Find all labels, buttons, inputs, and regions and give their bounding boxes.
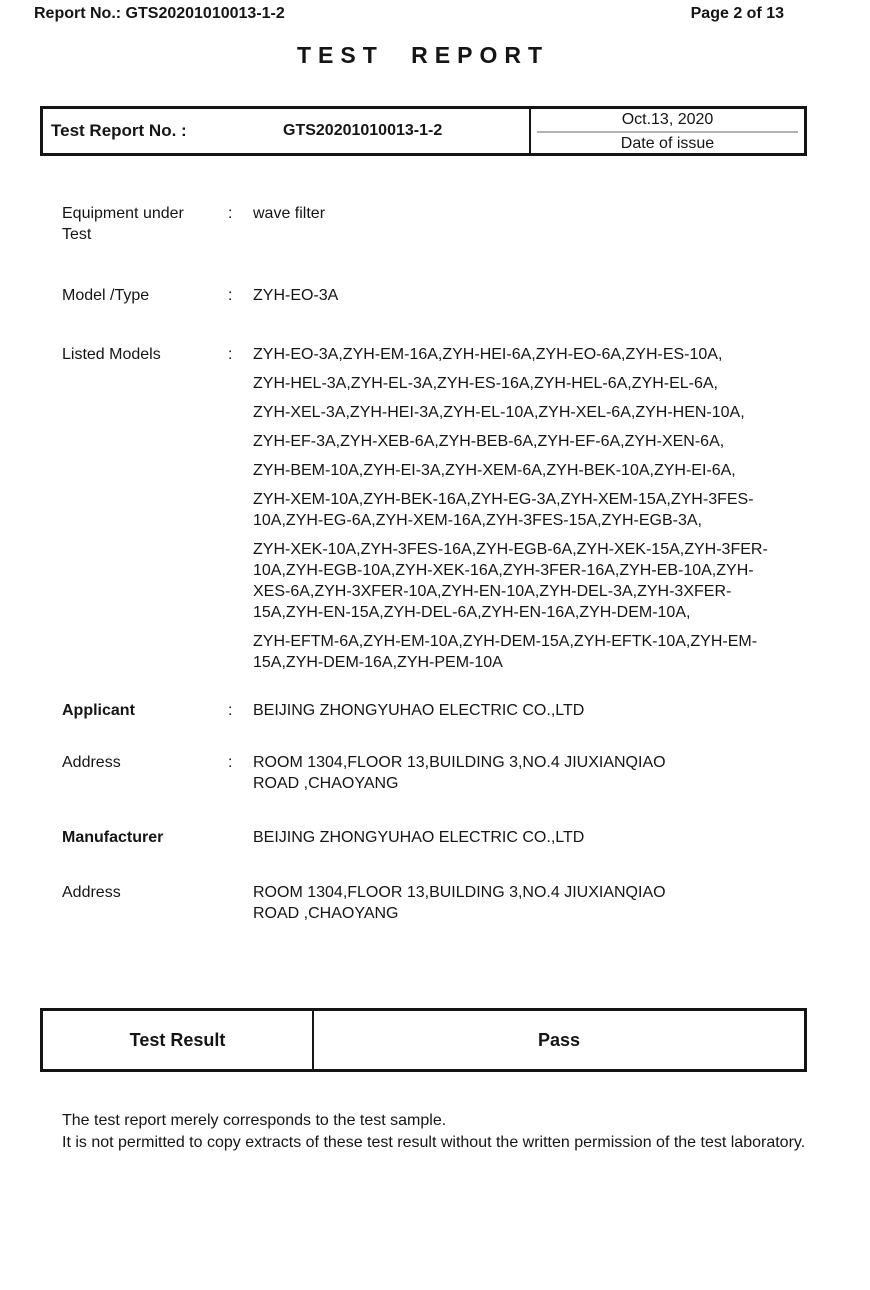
model-list-line: ZYH-EF-3A,ZYH-XEB-6A,ZYH-BEB-6A,ZYH-EF-6A,ZYH-XEN-6A, — [253, 433, 725, 450]
report-number-table — [40, 106, 807, 156]
issue-date: Oct.13, 2020 — [621, 111, 714, 128]
field-label: Manufacturer — [62, 829, 164, 846]
running-header — [34, 5, 784, 23]
field-label: Model /Type — [62, 287, 150, 304]
listed-models-list — [253, 344, 768, 673]
field-colon: : — [228, 205, 233, 222]
field-listed-models — [62, 344, 815, 673]
date-of-issue-caption: Date of issue — [620, 135, 715, 152]
field-manufacturer — [62, 827, 815, 848]
note-line: The test report merely corresponds to the test sample. — [62, 1112, 447, 1129]
field-colon: : — [228, 287, 233, 304]
field-label: Address — [62, 884, 121, 901]
model-list-line: ZYH-EO-3A,ZYH-EM-16A,ZYH-HEI-6A,ZYH-EO-6A,ZYH-ES-10A, — [253, 346, 723, 363]
page-title: TEST REPORT — [296, 42, 549, 68]
field-colon: : — [228, 346, 233, 363]
header-report-no: Report No.: GTS20201010013-1-2 — [34, 5, 285, 22]
field-label: Equipment under Test — [62, 205, 184, 243]
header-page-number: Page 2 of 13 — [690, 5, 784, 22]
report-number-label: Test Report No. : — [51, 121, 187, 140]
field-applicant-address — [62, 752, 815, 794]
field-colon: : — [228, 754, 233, 771]
address-line: ROOM 1304,FLOOR 13,BUILDING 3,NO.4 JIUXIANQIAO — [253, 754, 666, 771]
test-result-table — [40, 1008, 807, 1072]
model-list-line: ZYH-XEK-10A,ZYH-3FES-16A,ZYH-EGB-6A,ZYH-XEK-15A,ZYH-3FER-10A,ZYH-EGB-10A,ZYH-XEK-16A,ZYH-3FER-16A,ZYH-EB-10A,ZYH-XES-6A,ZYH-3XFER-10A,ZYH-EN-10A,ZYH-DEL-3A,ZYH-3XFER-15A,ZYH-EN-15A,ZYH-DEL-6A,ZYH-EN-16A,ZYH-DEM-10A, — [253, 541, 768, 621]
field-value: BEIJING ZHONGYUHAO ELECTRIC CO.,LTD — [253, 702, 585, 719]
field-colon: : — [228, 702, 233, 719]
model-list-line: ZYH-XEM-10A,ZYH-BEK-16A,ZYH-EG-3A,ZYH-XEM-15A,ZYH-3FES-10A,ZYH-EG-6A,ZYH-XEM-16A,ZYH-3FES-15A,ZYH-EGB-3A, — [253, 491, 754, 529]
address-line: ROAD ,CHAOYANG — [253, 905, 399, 922]
date-of-issue-cell — [531, 109, 804, 153]
field-label: Listed Models — [62, 346, 161, 363]
model-list-line: ZYH-HEL-3A,ZYH-EL-3A,ZYH-ES-16A,ZYH-HEL-6A,ZYH-EL-6A, — [253, 375, 718, 392]
report-number-cell — [43, 109, 531, 153]
test-result-value: Pass — [537, 1029, 581, 1050]
field-value — [253, 752, 768, 794]
field-manufacturer-address — [62, 882, 815, 924]
model-list-line: ZYH-XEL-3A,ZYH-HEI-3A,ZYH-EL-10A,ZYH-XEL-6A,ZYH-HEN-10A, — [253, 404, 745, 421]
field-model-type — [62, 285, 815, 306]
field-label: Address — [62, 754, 121, 771]
test-result-label: Test Result — [43, 1011, 314, 1069]
address-line: ROAD ,CHAOYANG — [253, 775, 399, 792]
field-value: wave filter — [253, 205, 326, 222]
field-equipment-under-test — [62, 203, 815, 245]
report-number-value: GTS20201010013-1-2 — [283, 122, 443, 139]
footer-notes — [62, 1110, 830, 1154]
field-label: Applicant — [62, 702, 135, 719]
model-list-line: ZYH-BEM-10A,ZYH-EI-3A,ZYH-XEM-6A,ZYH-BEK-10A,ZYH-EI-6A, — [253, 462, 736, 479]
field-value — [253, 882, 768, 924]
address-line: ROOM 1304,FLOOR 13,BUILDING 3,NO.4 JIUXIANQIAO — [253, 884, 666, 901]
field-value: ZYH-EO-3A — [253, 287, 339, 304]
field-value: BEIJING ZHONGYUHAO ELECTRIC CO.,LTD — [253, 829, 585, 846]
field-applicant — [62, 700, 815, 721]
model-list-line: ZYH-EFTM-6A,ZYH-EM-10A,ZYH-DEM-15A,ZYH-EFTK-10A,ZYH-EM-15A,ZYH-DEM-16A,ZYH-PEM-10A — [253, 633, 758, 671]
note-line: It is not permitted to copy extracts of these test result without the written permission of the test laboratory. — [62, 1134, 806, 1151]
